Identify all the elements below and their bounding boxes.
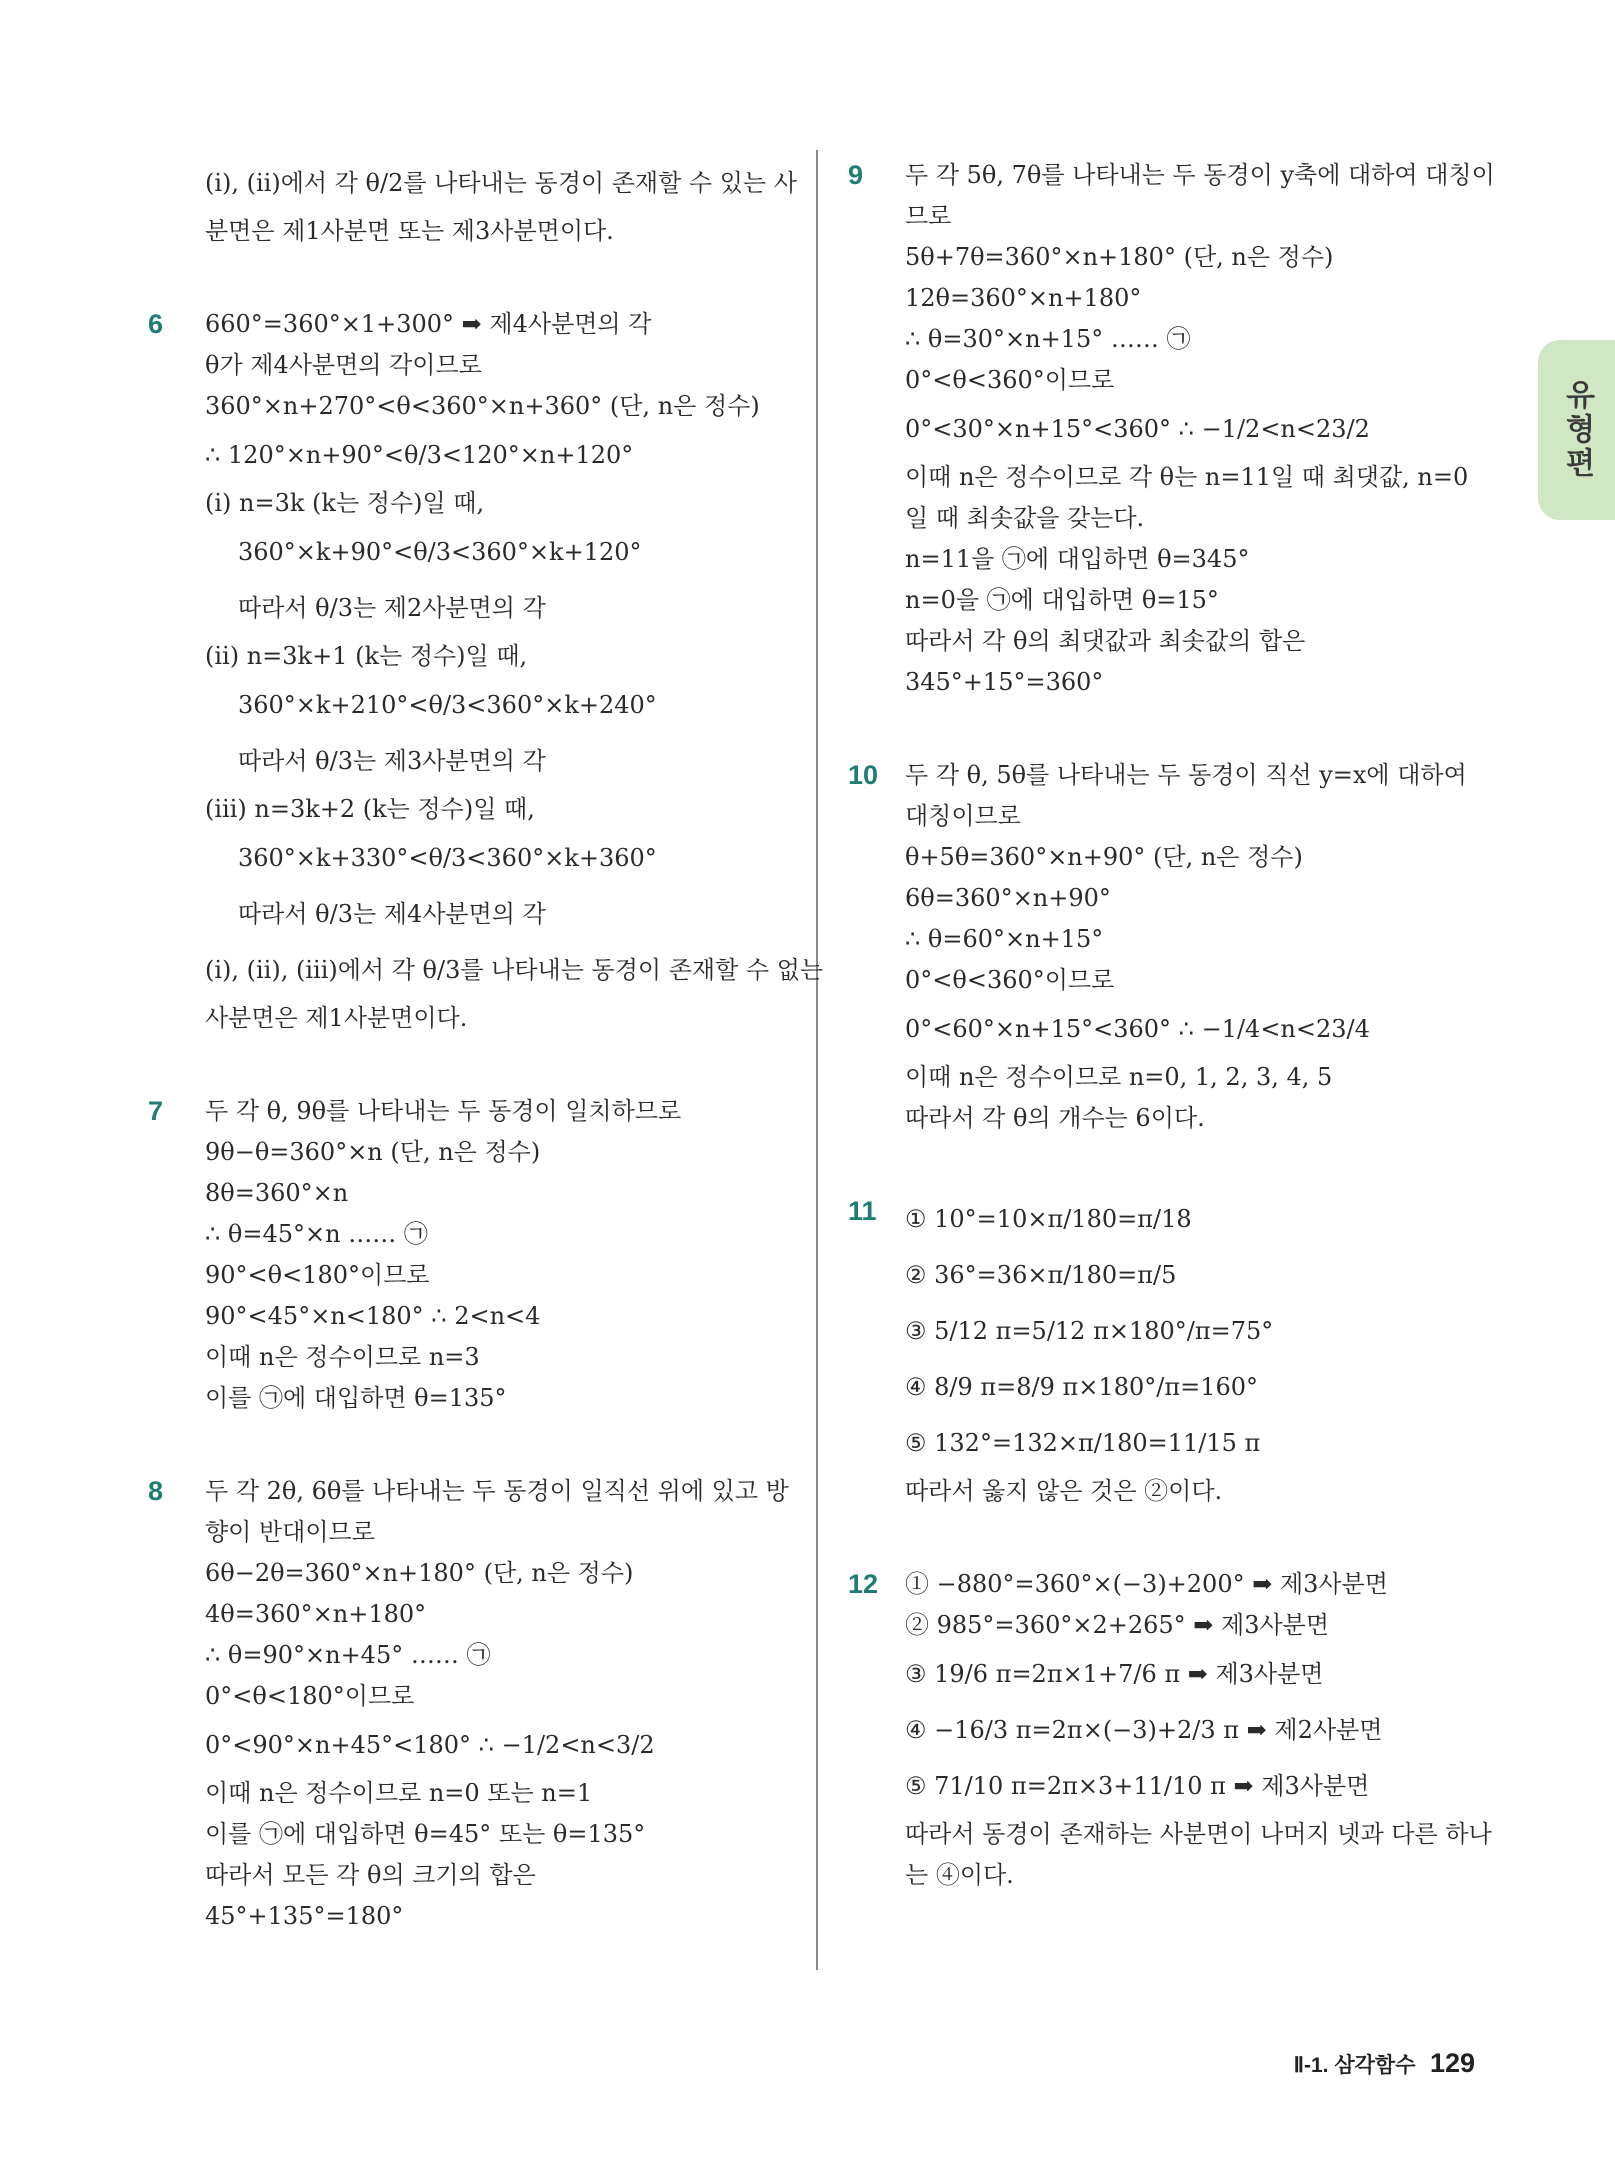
problem-gap [850,1512,1490,1564]
solution-line: θ가 제4사분면의 각이므로 [205,351,482,379]
problem-gap [150,1419,790,1471]
solution-line: (ⅰ) n=3k (k는 정수)일 때, [205,489,485,517]
solution-line: 따라서 θ/3는 제3사분면의 각 [238,747,546,775]
solution-line: ⑤ 71/10 π=2π×3+11/10 π ➡ 제3사분면 [905,1772,1370,1800]
problem-gap [850,1139,1490,1191]
solution-line: 는 ④이다. [905,1861,1014,1889]
solution-line: 따라서 각 θ의 개수는 6이다. [905,1104,1205,1132]
side-tab-label: 유형편 [1559,379,1595,481]
solution-line: 이때 n은 정수이므로 n=3 [205,1343,480,1371]
solution-line: 따라서 θ/3는 제4사분면의 각 [238,900,546,928]
solution-line: 두 각 5θ, 7θ를 나타내는 두 동경이 y축에 대하여 대칭이 [905,161,1495,189]
problem-number: 6 [148,309,164,339]
solution-line: 이를 ㉠에 대입하면 θ=45° 또는 θ=135° [205,1820,646,1848]
solution-line: (ⅰ), (ⅱ), (ⅲ)에서 각 θ/3를 나타내는 동경이 존재할 수 없는 [205,956,824,984]
solution-block [148,304,824,1039]
solution-line: (ⅱ) n=3k+1 (k는 정수)일 때, [205,642,528,670]
solution-block [850,1191,1490,1512]
solution-line: ∴ θ=30°×n+15° …… ㉠ [905,325,1191,353]
solution-line: 두 각 2θ, 6θ를 나타내는 두 동경이 일직선 위에 있고 방 [205,1477,789,1505]
solution-line: 0°<θ<360°이므로 [905,966,1115,994]
problem-gap [150,1039,790,1091]
problem-number: 12 [848,1569,879,1599]
problem-number: 9 [848,160,864,190]
solution-line: 9θ−θ=360°×n (단, n은 정수) [205,1138,541,1166]
solution-line: ③ 19/6 π=2π×1+7/6 π ➡ 제3사분면 [905,1660,1324,1688]
problem-number: 11 [848,1196,877,1226]
page-number: 129 [1429,2048,1475,2078]
solution-line: 따라서 옳지 않은 것은 ②이다. [905,1477,1223,1505]
solution-line: 이때 n은 정수이므로 n=0 또는 n=1 [205,1779,593,1807]
solution-line: 360°×k+90°<θ/3<360°×k+120° [238,538,642,566]
solution-line: ② 36°=36×π/180=π/5 [905,1261,1177,1289]
solution-line: (ⅲ) n=3k+2 (k는 정수)일 때, [205,795,535,823]
solution-line: 향이 반대이므로 [205,1518,375,1546]
solution-line: 360°×n+270°<θ<360°×n+360° (단, n은 정수) [205,392,760,420]
solution-line: 므로 [905,202,952,230]
solution-line: 0°<θ<360°이므로 [905,366,1115,394]
problem-gap [850,703,1490,755]
solution-line: ④ −16/3 π=2π×(−3)+2/3 π ➡ 제2사분면 [905,1716,1383,1744]
solution-line: n=11을 ㉠에 대입하면 θ=345° [905,545,1250,573]
solution-line: ∴ θ=45°×n …… ㉠ [205,1220,428,1248]
column-divider [816,150,818,1970]
right-column [848,155,1495,1896]
solution-line: 일 때 최솟값을 갖는다. [905,504,1145,532]
solution-line: ① 10°=10×π/180=π/18 [905,1205,1192,1233]
solution-line: ④ 8/9 π=8/9 π×180°/π=160° [905,1373,1259,1401]
solution-line: 0°<90°×n+45°<180° ∴ −1/2<n<3/2 [205,1731,655,1759]
solution-line: 따라서 동경이 존재하는 사분면이 나머지 넷과 다른 하나 [905,1820,1492,1848]
side-tab [1538,340,1615,520]
solution-line: 사분면은 제1사분면이다. [205,1004,468,1032]
page-footer [1294,2048,1475,2079]
solution-line: ③ 5/12 π=5/12 π×180°/π=75° [905,1317,1274,1345]
solution-line: 6θ=360°×n+90° [905,884,1111,912]
solution-block [150,1471,790,1937]
left-column [148,155,824,1937]
solution-line: 660°=360°×1+300° ➡ 제4사분면의 각 [205,310,652,338]
solution-block [850,755,1490,1139]
solution-line: 두 각 θ, 5θ를 나타내는 두 동경이 직선 y=x에 대하여 [905,761,1467,789]
solution-line: 대칭이므로 [905,802,1021,830]
solution-block [848,155,1495,703]
solution-line: 0°<θ<180°이므로 [205,1682,415,1710]
chapter-label: Ⅱ-1. 삼각함수 [1293,2054,1416,2077]
solution-line: 12θ=360°×n+180° [905,284,1142,312]
solution-line: 따라서 θ/3는 제2사분면의 각 [238,594,546,622]
solution-line: 두 각 θ, 9θ를 나타내는 두 동경이 일치하므로 [205,1097,682,1125]
solution-block [850,1564,1490,1896]
solution-line: 따라서 모든 각 θ의 크기의 합은 [205,1861,536,1889]
solution-line: 따라서 각 θ의 최댓값과 최솟값의 합은 [905,627,1306,655]
solution-line: 45°+135°=180° [205,1902,404,1930]
solution-block [150,155,797,252]
solution-line: ∴ θ=60°×n+15° [905,925,1104,953]
solution-line: ∴ θ=90°×n+45° …… ㉠ [205,1641,491,1669]
solution-line: 분면은 제1사분면 또는 제3사분면이다. [205,217,614,245]
solution-line: 8θ=360°×n [205,1179,349,1207]
solution-line: 6θ−2θ=360°×n+180° (단, n은 정수) [205,1559,634,1587]
solution-line: 90°<45°×n<180° ∴ 2<n<4 [205,1302,541,1330]
solution-line: 5θ+7θ=360°×n+180° (단, n은 정수) [905,243,1334,271]
problem-number: 8 [148,1476,164,1506]
solution-line: 0°<30°×n+15°<360° ∴ −1/2<n<23/2 [905,415,1370,443]
solution-line: ⑤ 132°=132×π/180=11/15 π [905,1429,1261,1457]
solution-line: 이를 ㉠에 대입하면 θ=135° [205,1384,507,1412]
solution-line: n=0을 ㉠에 대입하면 θ=15° [905,586,1219,614]
problem-number: 10 [848,760,879,790]
solution-line: ① −880°=360°×(−3)+200° ➡ 제3사분면 [905,1570,1388,1598]
solution-line: ∴ 120°×n+90°<θ/3<120°×n+120° [205,441,634,469]
solution-line: θ+5θ=360°×n+90° (단, n은 정수) [905,843,1303,871]
solution-line: 345°+15°=360° [905,668,1104,696]
solution-line: (ⅰ), (ⅱ)에서 각 θ/2를 나타내는 동경이 존재할 수 있는 사 [205,169,797,197]
solution-line: 90°<θ<180°이므로 [205,1261,430,1289]
solution-line: ② 985°=360°×2+265° ➡ 제3사분면 [905,1611,1330,1639]
solution-line: 360°×k+210°<θ/3<360°×k+240° [238,691,657,719]
solution-line: 이때 n은 정수이므로 각 θ는 n=11일 때 최댓값, n=0 [905,463,1469,491]
solution-line: 4θ=360°×n+180° [205,1600,427,1628]
solution-line: 이때 n은 정수이므로 n=0, 1, 2, 3, 4, 5 [905,1063,1333,1091]
solution-line: 0°<60°×n+15°<360° ∴ −1/4<n<23/4 [905,1015,1370,1043]
solution-block [150,1091,790,1419]
problem-gap [150,252,790,304]
problem-number: 7 [148,1096,164,1126]
solution-line: 360°×k+330°<θ/3<360°×k+360° [238,844,657,872]
